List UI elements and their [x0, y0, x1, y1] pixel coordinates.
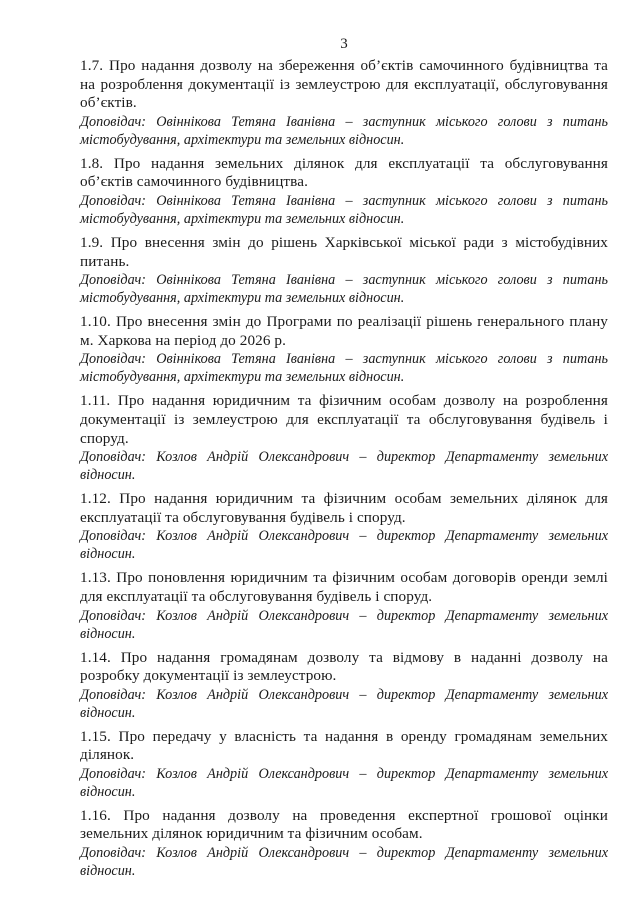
agenda-item-title: 1.7. Про надання дозволу на збереження об’єктів самочинного будівництва та на розроблення документації із землеустрою для експлуатації, обслуговування об’єктів.: [80, 57, 608, 112]
agenda-item-speaker: Доповідач: Козлов Андрій Олександрович – директор Департаменту земельних відносин.: [80, 765, 608, 800]
agenda-item-title: 1.16. Про надання дозволу на проведення експертної грошової оцінки земельних ділянок юридичним та фізичним особам.: [80, 806, 608, 843]
agenda-item-speaker: Доповідач: Козлов Андрій Олександрович – директор Департаменту земельних відносин.: [80, 607, 608, 642]
agenda-item-1-14: [80, 649, 608, 722]
agenda-item-1-11: [80, 392, 608, 484]
agenda-item-speaker: Доповідач: Овіннікова Тетяна Іванівна – заступник міського голови з питань містобудування, архітектури та земельних відносин.: [80, 192, 608, 227]
agenda-item-speaker: Доповідач: Козлов Андрій Олександрович – директор Департаменту земельних відносин.: [80, 528, 608, 563]
agenda-item-1-9: [80, 234, 608, 307]
page-number: 3: [340, 36, 348, 52]
agenda-item-title: 1.9. Про внесення змін до рішень Харківської міської ради з містобудівних питань.: [80, 233, 608, 270]
agenda-item-speaker: Доповідач: Овіннікова Тетяна Іванівна – заступник міського голови з питань містобудування, архітектури та земельних відносин.: [80, 113, 608, 148]
agenda-item-speaker: Доповідач: Овіннікова Тетяна Іванівна – заступник міського голови з питань містобудування, архітектури та земельних відносин.: [80, 272, 608, 307]
agenda-item-title: 1.10. Про внесення змін до Програми по реалізації рішень генерального плану м. Харкова на період до 2026 р.: [80, 313, 608, 349]
agenda-item-title: 1.8. Про надання земельних ділянок для експлуатації та обслуговування об’єктів самочинного будівництва.: [80, 154, 608, 191]
agenda-item-title: 1.14. Про надання громадянам дозволу та відмову в наданні дозволу на розробку документації із землеустрою.: [80, 648, 608, 685]
agenda-item-1-7: [80, 57, 608, 149]
agenda-item-1-12: [80, 490, 608, 563]
agenda-item-title: 1.15. Про передачу у власність та надання в оренду громадянам земельних ділянок.: [80, 727, 608, 764]
agenda-item-speaker: Доповідач: Овіннікова Тетяна Іванівна – заступник міського голови з питань містобудування, архітектури та земельних відносин.: [80, 351, 608, 386]
agenda-item-speaker: Доповідач: Козлов Андрій Олександрович – директор Департаменту земельних відносин.: [80, 845, 608, 880]
agenda-item-1-8: [80, 155, 608, 228]
agenda-item-title: 1.12. Про надання юридичним та фізичним особам земельних ділянок для експлуатації та обслуговування будівель і споруд.: [80, 490, 608, 526]
agenda-item-1-16: [80, 807, 608, 880]
agenda-item-1-10: [80, 313, 608, 386]
agenda-item-1-15: [80, 728, 608, 801]
agenda-item-title: 1.11. Про надання юридичним та фізичним особам дозволу на розроблення документації із землеустрою для експлуатації та обслуговування будівель і споруд.: [80, 392, 608, 447]
agenda-item-speaker: Доповідач: Козлов Андрій Олександрович – директор Департаменту земельних відносин.: [80, 686, 608, 721]
agenda-item-title: 1.13. Про поновлення юридичним та фізичним особам договорів оренди землі для експлуатації та обслуговування будівель і споруд.: [80, 569, 608, 605]
agenda-item-1-13: [80, 569, 608, 642]
agenda-item-speaker: Доповідач: Козлов Андрій Олександрович – директор Департаменту земельних відносин.: [80, 449, 608, 484]
